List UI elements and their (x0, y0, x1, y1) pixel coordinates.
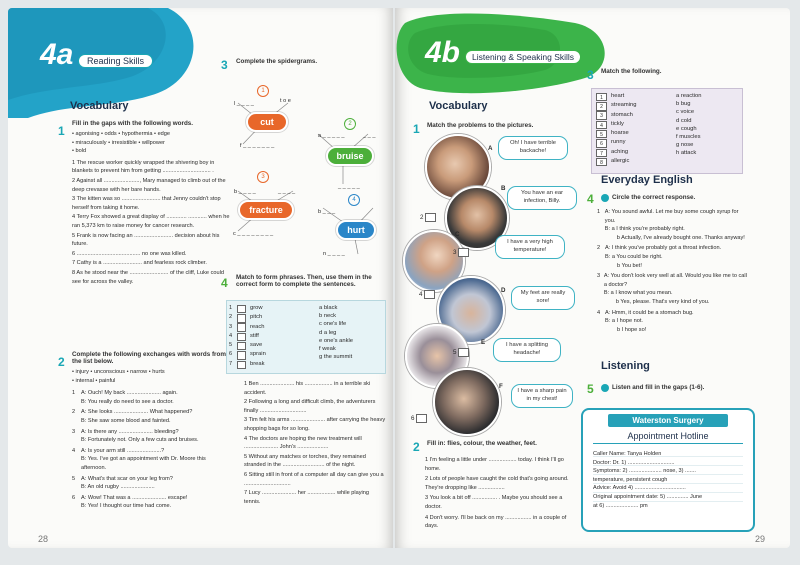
exercise-item: 3 You look a bit off ................ . Maybe you should see a doctor. (425, 495, 563, 510)
picture-letter: A (488, 145, 493, 152)
spidergram-blank: f _ _ _ _ _ _ _ (240, 143, 275, 149)
match-left-column (229, 304, 309, 369)
spidergram-number: 4 (348, 194, 360, 206)
surgery-subtitle: Appointment Hotline (593, 431, 743, 444)
exercise-5-number: 5 (587, 382, 594, 396)
spidergram-blank: b _ _ _ (318, 209, 336, 215)
exercise-item: 4 Don't worry. I'll be back on my ................. in a couple of days. (425, 514, 567, 530)
exercise-1-number: 1 (413, 122, 420, 136)
exercise-3-instruction: Match the following. (601, 68, 662, 75)
exercise-item: 8 As he stood near the ......................... of the cliff, Luke could see for across the valley. (72, 269, 224, 285)
word-list-line: • injury • unconscious • narrow • hurts (72, 369, 165, 375)
exercise-4-number: 4 (587, 192, 594, 206)
match-left-item: 4 tickly (594, 120, 674, 129)
match-left-item: 6 sprain (229, 350, 309, 359)
exercise-4-number: 4 (221, 276, 228, 290)
match-right-item: e one's ankle (319, 337, 353, 344)
match-left-item: 4 stiff (229, 332, 309, 341)
picture-letter: D (501, 287, 506, 294)
picture-letter: E (481, 339, 486, 346)
match-table-ex4 (226, 300, 386, 374)
dialogue-item: 1 A: You sound awful. Let me buy some cough syrup for you. B: a I think you're probably right. b Actually, I've already bought one. Thanks anyway! (597, 209, 745, 241)
surgery-form (581, 408, 755, 532)
spidergram-blank: _ _ _ _ _ (338, 184, 360, 190)
match-left-item: 3 reach (229, 323, 309, 332)
speech-bubble-d: My feet are really sore! (511, 286, 575, 310)
form-original-date: Original appointment date: 5) .............. June (593, 493, 703, 500)
exchange-item: 1 A: Ouch! My back ...................... again. B: You really do need to see a doctor. (72, 390, 178, 405)
exercise-item: 6 ......................................... no one was killed. (72, 250, 187, 257)
dialogue-item: 4 A: Hmm, it could be a stomach bug. B: a I hope not. b I hope so! (597, 309, 694, 333)
match-left-item: 2 pitch (229, 313, 309, 322)
surgery-title: Waterston Surgery (608, 414, 728, 427)
match-right-item: b bug (676, 101, 691, 108)
page-number: 29 (755, 534, 766, 544)
answer-box-1[interactable]: 2 (420, 213, 436, 222)
exercise-3-number: 3 (587, 68, 594, 82)
exercise-4-instruction: Circle the correct response. (612, 194, 696, 201)
photo-f (433, 368, 501, 436)
exercise-item: 2 Against all ......................., Mary managed to climb out of the deep crevasse with her bare hands. (72, 177, 226, 193)
exercise-item: 4 The doctors are hoping the new treatment will ...................... John's .................... (244, 435, 362, 451)
match-right-column (676, 92, 740, 158)
word-list-line: • bold (72, 148, 87, 155)
exercise-item: 4 Terry Fox showed a great display of ............. ............ when he ran 5,373 km to raise money for cancer research. (72, 214, 230, 229)
picture-letter: F (499, 383, 503, 390)
exercise-4-dialogues (597, 208, 747, 334)
match-right-item: d cold (676, 117, 692, 124)
dialogue-item: 2 A: I think you've probably got a throat infection. B: a You could be right. b You bet! (597, 245, 722, 269)
answer-box[interactable] (237, 333, 246, 342)
spidergram-number: 1 (257, 85, 269, 97)
exercise-item: 5 Frank is now facing an ......................... decision about his future. (72, 232, 220, 248)
speaking-icon (601, 194, 609, 202)
exercise-2-instruction: Fill in: flies, colour, the weather, feet. (427, 440, 537, 447)
vocabulary-heading: Vocabulary (429, 100, 488, 112)
exercise-4-sentences (244, 380, 386, 506)
match-right-column (319, 304, 383, 361)
match-right-item: c voice (676, 109, 695, 116)
audio-icon (601, 384, 609, 392)
answer-box-3[interactable]: 4 (419, 290, 435, 299)
dialogue-item: 3 A: You don't look very well at all. Would you like me to call a doctor? B: a I know what you mean. b Yes, please. That's very kind of you. (597, 273, 747, 305)
word-list-line: • agonising • odds • hypothermia • edge (72, 131, 171, 137)
exercise-1-number: 1 (58, 124, 65, 138)
match-left-item: 6 runny (594, 138, 674, 147)
exercise-4-instruction: Match to form phrases. Then, use them in the correct form to complete the sentences. (236, 274, 372, 288)
match-left-item: 5 save (229, 341, 309, 350)
answer-box[interactable] (237, 305, 246, 314)
match-left-item: 3 stomach (594, 111, 674, 120)
picture-letter: B (501, 185, 506, 192)
match-right-item: a reaction (676, 93, 702, 99)
exercise-item: 3 Tim felt his arms ...................... after carrying the heavy shopping bags for so long. (244, 417, 386, 432)
match-right-item: c one's life (319, 321, 347, 328)
spidergram-fracture: fracture (238, 200, 294, 220)
exchange-item: 5 A: What's that scar on your leg from? B: An old rugby ...................... (72, 475, 173, 491)
answer-box[interactable] (237, 361, 246, 370)
answer-box-2[interactable]: 3 (453, 248, 469, 257)
exercise-item: 2 Following a long and difficult climb, the adventurers finally .............................. (244, 399, 376, 414)
exchange-item: 3 A: Is there any ...................... bleeding? B: Fortunately not. Only a few cuts and bruises. (72, 428, 199, 444)
unit-number: 4b (425, 36, 461, 69)
match-right-item: f weak (319, 346, 336, 353)
spidergram-hurt: hurt (336, 220, 376, 240)
speech-bubble-c: I have a very high temperature! (495, 235, 565, 259)
match-right-item: g nose (676, 142, 694, 149)
exercise-2-instruction: Complete the following exchanges with words from the list below. (72, 351, 226, 365)
picture-letter: C (455, 231, 460, 238)
match-left-item: 1 heart (594, 92, 674, 101)
word-list-line: • internal • painful (72, 377, 116, 384)
spidergram-bruise: bruise (326, 146, 374, 166)
right-page (395, 8, 790, 548)
match-left-column (594, 92, 674, 166)
exercise-item: 1 The rescue worker quickly wrapped the shivering boy in blankets to prevent him from getting ............................... . (72, 159, 215, 175)
answer-box[interactable] (237, 351, 246, 360)
answer-box[interactable]: 5 (596, 130, 607, 139)
exchange-item: 6 A: Wow! That was a ...................... escape! B: Yes! I thought our time had come. (72, 494, 188, 510)
exercise-2 (72, 351, 232, 511)
match-right-item: a black (319, 305, 338, 311)
match-left-item: 2 streaming (594, 101, 674, 110)
page-number: 28 (38, 534, 49, 544)
exchange-item: 4 A: Is your arm still ......................? B: Yes. I've got an appointment with Dr. Moore this afternoon. (72, 447, 206, 471)
match-right-item: f muscles (676, 134, 701, 141)
exercise-item: 5 Without any matches or torches, they remained stranded in the ........................... of the night. (244, 453, 366, 469)
listening-heading: Listening (601, 360, 650, 372)
spidergram-blank: n _ _ _ _ (323, 251, 345, 257)
exercise-2-number: 2 (58, 355, 65, 369)
match-right-item: h attack (676, 150, 697, 157)
exercise-item: 7 Lucy ...................... her .................. while playing tennis. (244, 490, 369, 505)
spidergram-hint: t o e (280, 98, 291, 104)
spidergram-number: 2 (344, 118, 356, 130)
exercise-5-instruction: Listen and fill in the gaps (1-6). (612, 384, 705, 391)
exercise-3-instruction: Complete the spidergrams. (236, 58, 318, 65)
word-list-line: • miraculously • irresistible • willpower (72, 139, 165, 146)
match-right-item: b neck (319, 313, 337, 320)
speech-bubble-b: You have an ear infection, Billy. (507, 186, 577, 210)
match-right-item: d a leg (319, 329, 337, 336)
spidergram-blank: c _ _ _ _ _ _ _ _ (233, 231, 274, 237)
spidergram-number: 3 (257, 171, 269, 183)
exercise-item: 3 The kitten was so ......................... that Jenny couldn't stop herself from taking it home. (72, 196, 221, 211)
match-left-item: 5 hoarse (594, 129, 674, 138)
exercise-1-instruction: Fill in the gaps with the following words. (72, 120, 194, 127)
match-right-item: g the summit (319, 354, 353, 361)
answer-box[interactable]: 1 (596, 93, 607, 102)
match-right-item: e cough (676, 125, 697, 132)
form-advice: Advice: Avoid 4) ................................. (593, 485, 686, 492)
speech-bubble-f: I have a sharp pain in my chest! (511, 384, 573, 408)
spidergram-blank: l _ _ _ _ (234, 101, 254, 107)
answer-box-5[interactable]: 6 (411, 414, 427, 423)
left-page (8, 8, 393, 548)
exercise-1-instruction: Match the problems to the pictures. (427, 122, 534, 129)
unit-title: Listening & Speaking Skills (465, 50, 581, 64)
match-left-item: 8 allergic (594, 157, 674, 166)
form-doctor: Doctor: Dr. 1) .............................. (593, 459, 675, 466)
answer-box[interactable] (237, 314, 246, 323)
match-left-item: 7 break (229, 360, 309, 369)
answer-box[interactable] (237, 323, 246, 332)
answer-box[interactable]: 2 (596, 102, 607, 111)
spidergram-blank: a _ _ _ _ _ (318, 133, 345, 139)
answer-box[interactable] (237, 342, 246, 351)
exercise-3-number: 3 (221, 58, 228, 72)
form-caller: Caller Name: Tanya Holden (593, 451, 662, 457)
form-symptoms: Symptoms: 2) ..................... nose, 3) ....... (593, 468, 696, 475)
match-left-item: 7 aching (594, 148, 674, 157)
exercise-item: 1 I'm feeling a little under .................. today. I think I'll go home. (425, 457, 564, 472)
answer-box[interactable]: 8 (596, 158, 607, 167)
answer-box[interactable]: 6 (596, 139, 607, 148)
everyday-english-heading: Everyday English (601, 174, 693, 186)
exchange-item: 2 A: She looks ...................... What happened? B: She saw some blood and fainted. (72, 409, 193, 424)
match-left-item: 1 grow (229, 304, 309, 313)
unit-number: 4a (40, 38, 74, 71)
answer-box[interactable]: 7 (596, 149, 607, 158)
exercise-1 (72, 120, 232, 286)
answer-box-4[interactable]: 5 (453, 348, 469, 357)
answer-box[interactable]: 3 (596, 111, 607, 120)
spidergram-blank: b _ _ _ _ (234, 189, 256, 195)
speech-bubble-e: I have a splitting headache! (493, 338, 561, 362)
exercise-2-sentences (425, 456, 575, 531)
spidergram-blank: _ _ _ _ (278, 189, 296, 195)
answer-box[interactable]: 4 (596, 121, 607, 130)
speech-bubble-a: Oh! I have terrible backache! (498, 136, 568, 160)
spidergram-cut: cut (246, 112, 288, 132)
exercise-item: 7 Cathy is a ......................... and fearless rock climber. (72, 260, 207, 267)
exercise-item: 2 Lots of people have caught the cold that's going around. They're dropping like ................. (425, 476, 569, 491)
spidergram-blank: _ _ _ (363, 133, 376, 139)
vocabulary-heading: Vocabulary (70, 100, 129, 112)
exercise-item: 6 Sitting still in front of a computer all day can give you a .............................. (244, 471, 384, 487)
form-symptoms-cont: temperature, persistent cough (593, 476, 668, 483)
match-table-ex3 (591, 88, 743, 174)
exercise-item: 1 Ben ...................... his .................. in a terrible ski accident. (244, 381, 371, 396)
unit-title: Reading Skills (78, 54, 153, 68)
form-time: at 6) ..................... pm (593, 502, 648, 509)
exercise-2-number: 2 (413, 440, 420, 454)
